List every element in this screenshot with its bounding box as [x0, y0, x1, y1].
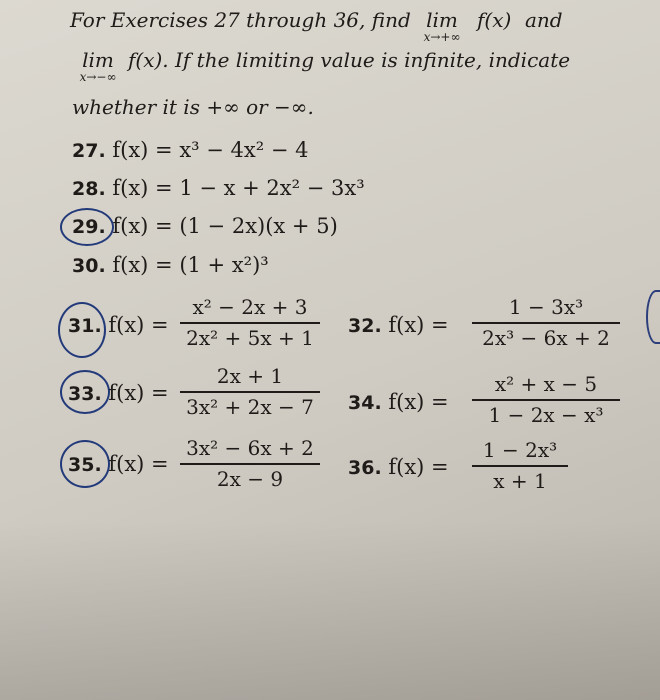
exercise-30: [72, 253, 269, 277]
denominator: 2x² + 5x + 1: [186, 326, 314, 350]
numerator: 3x² − 6x + 2: [186, 436, 314, 460]
pen-mark-edge: [646, 290, 660, 344]
denominator: 2x − 9: [216, 467, 284, 491]
fraction-bar: [472, 465, 568, 467]
denominator: x + 1: [493, 469, 547, 493]
exercise-lhs: f(x) =: [388, 313, 449, 337]
exercise-lhs: f(x) =: [388, 455, 449, 479]
denominator: 1 − 2x − x³: [488, 403, 604, 427]
exercise-lhs: f(x) =: [112, 214, 173, 238]
fraction-bar: [180, 463, 320, 465]
limit-plus-infinity: [412, 8, 472, 44]
instructions-line2: f(x). If the limiting value is infinite, indicate: [128, 48, 571, 72]
exercise-29: [72, 214, 338, 238]
exercise-36: [348, 455, 449, 479]
numerator: x² − 2x + 3: [192, 295, 308, 319]
exercise-rhs: (1 − 2x)(x + 5): [179, 214, 338, 238]
instructions-fx: f(x): [477, 8, 512, 32]
lim-word: lim: [426, 8, 458, 32]
exercise-number: 28.: [72, 178, 106, 200]
instructions-and: and: [525, 8, 563, 32]
fraction-34: [472, 372, 620, 427]
fraction-32: [472, 295, 620, 350]
photo-shadow: [0, 520, 660, 700]
exercise-28: [72, 176, 365, 200]
exercise-34: [348, 390, 449, 414]
fraction-31: [180, 295, 320, 350]
exercise-lhs: f(x) =: [108, 381, 169, 405]
exercise-31: [68, 313, 169, 337]
exercise-lhs: f(x) =: [112, 138, 173, 162]
lim-word-2: lim: [82, 48, 114, 72]
exercise-32: [348, 313, 449, 337]
limit-minus-infinity: [70, 48, 126, 84]
fraction-bar: [180, 322, 320, 324]
fraction-36: [472, 438, 568, 493]
exercise-number: 33.: [68, 383, 102, 405]
exercise-rhs: x³ − 4x² − 4: [179, 138, 309, 162]
exercise-number: 30.: [72, 255, 106, 277]
instructions-line1: For Exercises 27 through 36, find: [70, 8, 411, 32]
exercise-number: 35.: [68, 454, 102, 476]
exercise-lhs: f(x) =: [388, 390, 449, 414]
exercise-number: 27.: [72, 140, 106, 162]
exercise-number: 36.: [348, 457, 382, 479]
lim-subscript-plus: x→+∞: [423, 30, 461, 44]
exercise-rhs: 1 − x + 2x² − 3x³: [179, 176, 365, 200]
fraction-33: [180, 364, 320, 419]
numerator: 1 − 3x³: [508, 295, 584, 319]
denominator: 3x² + 2x − 7: [186, 395, 314, 419]
exercise-number: 34.: [348, 392, 382, 414]
exercise-33: [68, 381, 169, 405]
exercise-27: [72, 138, 308, 162]
denominator: 2x³ − 6x + 2: [482, 326, 610, 350]
lim-subscript-minus: x→−∞: [79, 70, 117, 84]
exercise-35: [68, 452, 169, 476]
fraction-bar: [472, 399, 620, 401]
numerator: x² + x − 5: [494, 372, 598, 396]
exercise-number: 32.: [348, 315, 382, 337]
instructions-line3: whether it is +∞ or −∞.: [72, 95, 314, 119]
fraction-bar: [180, 391, 320, 393]
exercise-lhs: f(x) =: [112, 176, 173, 200]
exercise-number: 29.: [72, 216, 106, 238]
exercise-number: 31.: [68, 315, 102, 337]
exercise-lhs: f(x) =: [112, 253, 173, 277]
exercise-lhs: f(x) =: [108, 313, 169, 337]
fraction-bar: [472, 322, 620, 324]
numerator: 2x + 1: [216, 364, 284, 388]
exercise-rhs: (1 + x²)³: [179, 253, 269, 277]
fraction-35: [180, 436, 320, 491]
exercise-lhs: f(x) =: [108, 452, 169, 476]
numerator: 1 − 2x³: [482, 438, 558, 462]
